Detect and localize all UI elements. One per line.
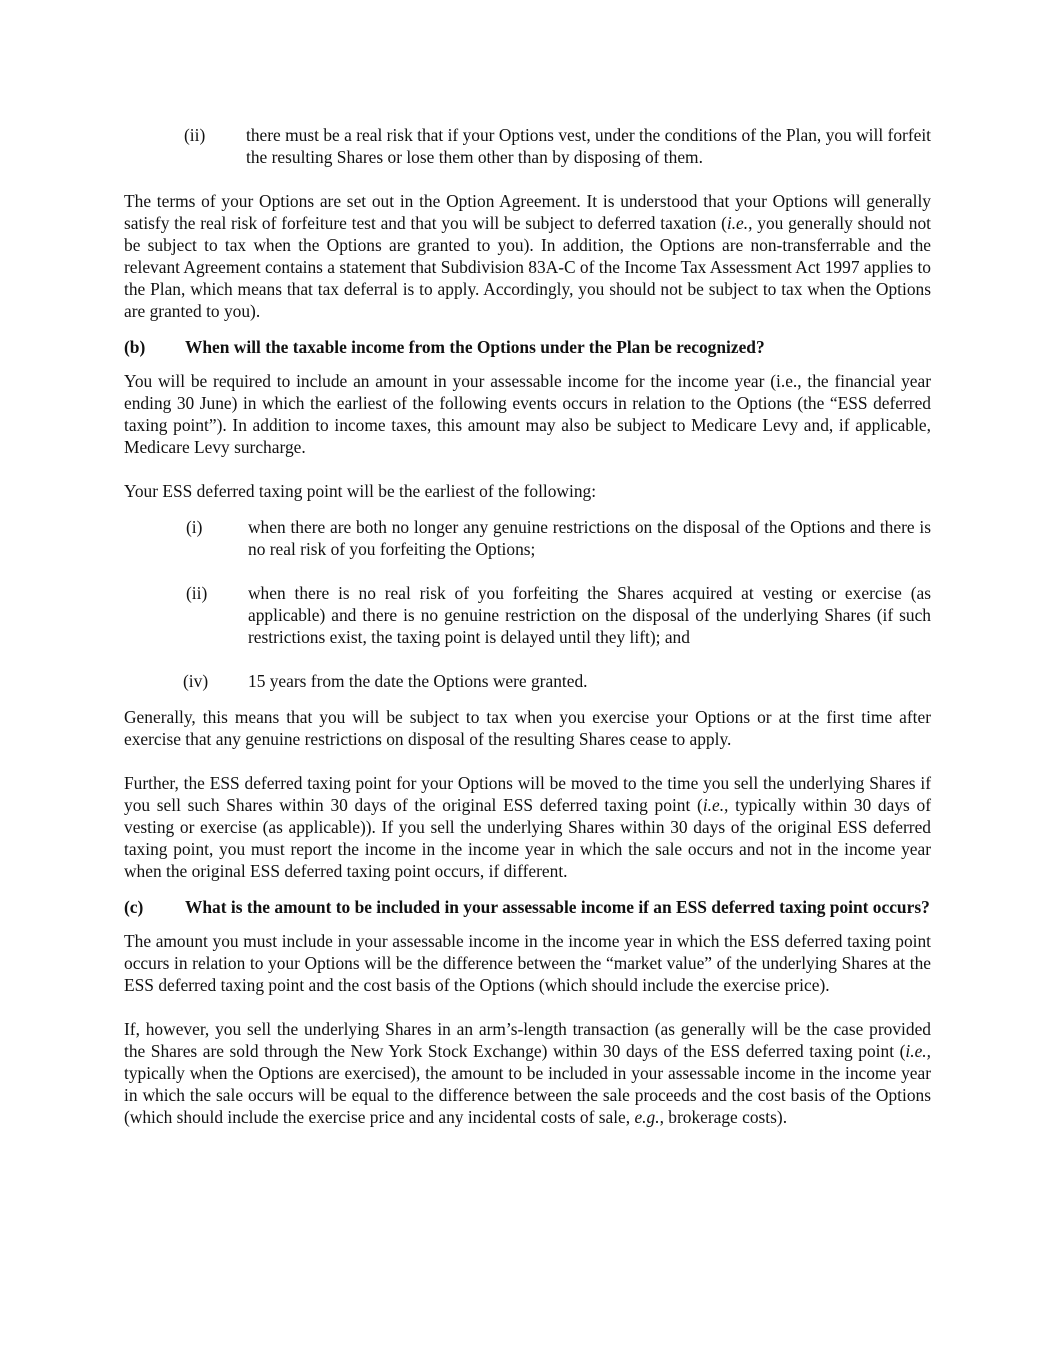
para7-text-b: typically when the Options are exercised), the amount to be included in your assessable income in the income year in which the sale occurs will be equal to the difference between the sale proceeds and the cost basis of the Options (which should include the exercise price and any incidental costs of sale,: [124, 1063, 931, 1127]
para1-text-a: The terms of your Options are set out in the Option Agreement. It is understood that your Options will generally satisfy the real risk of forfeiture test and that you will be subject to deferred taxation (: [124, 191, 931, 233]
list-item-number: (ii): [184, 125, 206, 145]
list-item-number: (i): [186, 517, 203, 537]
list-item-top: [124, 124, 931, 168]
paragraph-earliest-following: Your ESS deferred taxing point will be the earliest of the following:: [124, 481, 597, 501]
list-item-i: [124, 516, 931, 560]
section-heading-text: What is the amount to be included in your assessable income if an ESS deferred taxing point occurs?: [185, 897, 930, 917]
para5-text-b: typically within 30 days of vesting or exercise (as applicable)). If you sell the underlying Shares within 30 days of the original ESS deferred taxing point, you must report the income in the income year in which the sale occurs and not in the income year when the original ESS deferred taxing point occurs, if different.: [124, 795, 931, 881]
para1-ie: i.e.,: [726, 213, 753, 233]
document-page: [124, 124, 931, 1128]
section-heading-number: (c): [124, 897, 144, 917]
paragraph-further: [124, 772, 931, 882]
section-heading-number: (b): [124, 337, 146, 357]
para7-text-c: , brokerage costs).: [659, 1107, 788, 1127]
list-item-text: 15 years from the date the Options were granted.: [248, 671, 588, 691]
list-item-iv: [124, 670, 931, 692]
paragraph-assessable-income: You will be required to include an amount in your assessable income for the income year (i.e., the financial year ending 30 June) in which the earliest of the following events occurs in relation to the Options (the “ESS deferred taxing point”). In addition to income taxes, this amount may also be subject to Medicare Levy and, if applicable, Medicare Levy surcharge.: [124, 371, 931, 457]
list-item-text: when there are both no longer any genuine restrictions on the disposal of the Options and there is no real risk of you forfeiting the Options;: [248, 517, 931, 559]
section-heading-text: When will the taxable income from the Options under the Plan be recognized?: [185, 337, 765, 357]
list-item-text: there must be a real risk that if your Options vest, under the conditions of the Plan, you will forfeit the resulting Shares or lose them other than by disposing of them.: [246, 125, 931, 167]
section-heading-b: [124, 336, 931, 358]
list-item-ii: [124, 582, 931, 648]
para7-ie: i.e.,: [905, 1041, 931, 1061]
para1-text-b: you generally should not be subject to tax when the Options are granted to you). In addition, the Options are non-transferrable and the relevant Agreement contains a statement that Subdivision 83A-C of the Income Tax Assessment Act 1997 applies to the Plan, which means that tax deferral is to apply. Accordingly, you should not be subject to tax when the Options are granted to you).: [124, 213, 931, 321]
list-item-text: when there is no real risk of you forfeiting the Shares acquired at vesting or exercise (as applicable) and there is no genuine restriction on the disposal of the underlying Shares (if such restrictions exist, the taxing point is delayed until they lift); and: [248, 583, 931, 647]
list-item-number: (iv): [183, 671, 209, 691]
para7-text-a: If, however, you sell the underlying Shares in an arm’s-length transaction (as generally will be the case provided the Shares are sold through the New York Stock Exchange) within 30 days of the ESS deferred taxing point (: [124, 1019, 931, 1061]
para7-eg: e.g.: [634, 1107, 660, 1127]
paragraph-if-however: [124, 1018, 931, 1128]
list-item-number: (ii): [186, 583, 208, 603]
para5-text-a: Further, the ESS deferred taxing point for your Options will be moved to the time you sell the underlying Shares if you sell such Shares within 30 days of the original ESS deferred taxing point (: [124, 773, 931, 815]
paragraph-amount-included: The amount you must include in your assessable income in the income year in which the ESS deferred taxing point occurs in relation to your Options will be the difference between the “market value” of the underlying Shares at the ESS deferred taxing point and the cost basis of the Options (which should include the exercise price).: [124, 931, 931, 995]
para5-ie: i.e.,: [702, 795, 729, 815]
section-heading-c: [124, 896, 931, 918]
paragraph-generally: Generally, this means that you will be subject to tax when you exercise your Options or at the first time after exercise that any genuine restrictions on disposal of the resulting Shares cease to apply.: [124, 707, 931, 749]
paragraph-option-terms: [124, 190, 931, 322]
